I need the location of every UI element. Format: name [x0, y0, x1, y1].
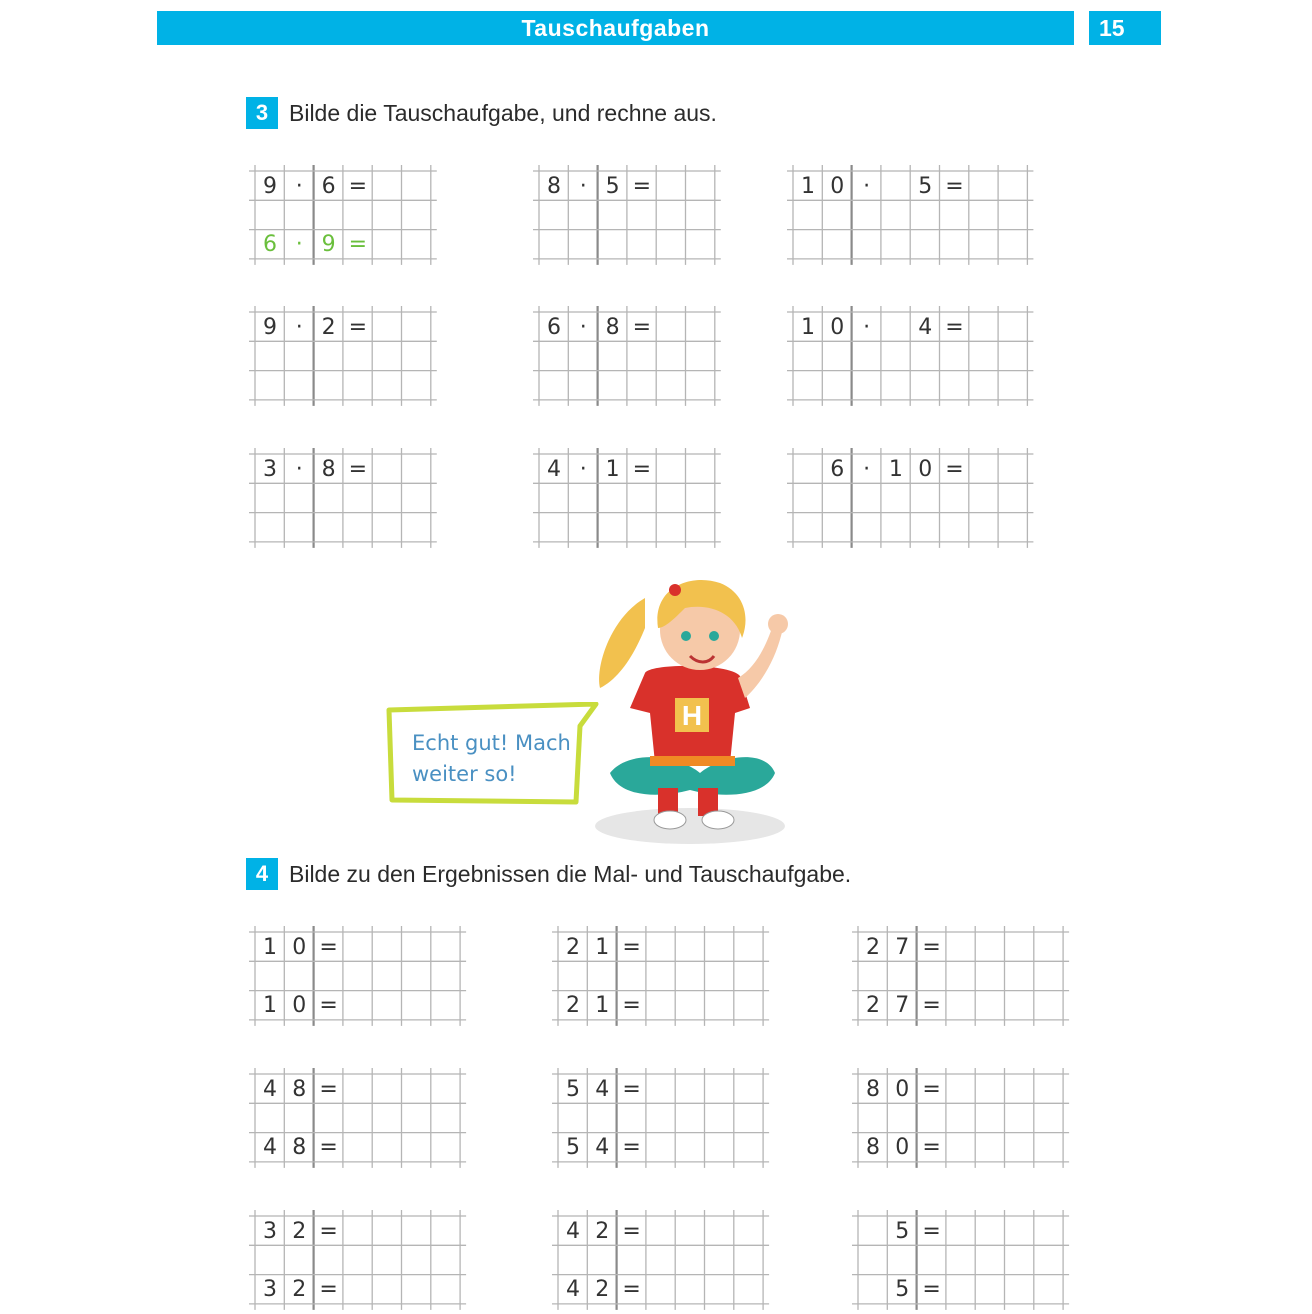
grid-cell-text: · [579, 314, 587, 340]
grid-cell-text: = [319, 1218, 338, 1244]
exercise-grid[interactable] [558, 1074, 763, 1162]
grid-cell-text: 2 [321, 314, 336, 340]
grid-cell-text: · [863, 314, 871, 340]
grid-cell-text: · [295, 232, 303, 258]
grid-cell-text: = [319, 934, 338, 960]
grid-cell-text: 9 [263, 173, 277, 199]
exercise-grid[interactable] [539, 312, 715, 400]
grid-cell-text: = [622, 993, 641, 1019]
task-number-badge: 3 [246, 97, 278, 129]
grid-cell-text: 3 [263, 1277, 277, 1303]
exercise-grid[interactable] [858, 1216, 1063, 1304]
grid-cell-text: 0 [292, 934, 307, 960]
grid-cell-text: · [295, 456, 303, 482]
grid-cell-text: 4 [595, 1076, 610, 1102]
grid-cell-text: = [922, 1135, 941, 1161]
grid-cell-text: 5 [566, 1076, 580, 1102]
grid-cell-text: 2 [595, 1277, 610, 1303]
grid-cell-text: = [632, 173, 652, 199]
grid-cell-text: · [579, 173, 587, 199]
grid-cell-text: 6 [830, 456, 845, 482]
grid-cell-text: 1 [263, 993, 277, 1019]
girl-mascot-illustration [590, 558, 790, 848]
speech-line-1: Echt gut! Mach [412, 731, 571, 755]
grid-cell-text: 9 [263, 314, 277, 340]
grid-cell-text: = [319, 1277, 338, 1303]
grid-cell-text: 1 [595, 993, 610, 1019]
grid-cell-text: · [863, 173, 871, 199]
grid-cell-text: 0 [918, 456, 933, 482]
grid-cell-text: 1 [263, 934, 277, 960]
grid-cell-text: 1 [888, 456, 903, 482]
grid-cell-text: 4 [566, 1218, 580, 1244]
grid-cell-text: 5 [918, 173, 933, 199]
speech-bubble-text [412, 728, 582, 790]
exercise-grid[interactable] [858, 1074, 1063, 1162]
grid-cell-text: 2 [566, 934, 580, 960]
grid-cell-text: = [348, 232, 368, 258]
exercise-grid[interactable] [793, 312, 1027, 400]
grid-cell-text: 0 [830, 314, 845, 340]
grid-cell-text: 8 [292, 1076, 307, 1102]
exercise-grid[interactable] [793, 171, 1027, 259]
grid-cell-text: 8 [605, 314, 620, 340]
grid-cell-text: = [622, 1076, 641, 1102]
grid-cell-text: 7 [895, 993, 910, 1019]
grid-cell-text: · [295, 314, 303, 340]
exercise-grid[interactable] [255, 312, 431, 400]
grid-cell-text: 6 [263, 232, 277, 258]
grid-cell-text: 3 [263, 1218, 277, 1244]
exercise-grid[interactable] [255, 1216, 460, 1304]
grid-cell-text: 2 [566, 993, 580, 1019]
svg-text:H: H [681, 700, 703, 731]
grid-cell-text: = [348, 314, 368, 340]
grid-cell-text: 1 [595, 934, 610, 960]
grid-cell-text: 0 [830, 173, 845, 199]
grid-cell-text: · [295, 173, 303, 199]
exercise-grid[interactable] [255, 932, 460, 1020]
exercise-grid[interactable] [793, 454, 1027, 542]
grid-cell-text: 1 [605, 456, 620, 482]
grid-cell-text: 7 [895, 934, 910, 960]
task-number-badge: 4 [246, 858, 278, 890]
grid-cell-text: 1 [801, 314, 815, 340]
grid-cell-text: 4 [918, 314, 933, 340]
grid-cell-text: 2 [866, 934, 880, 960]
grid-cell-text: 0 [895, 1135, 910, 1161]
exercise-grid[interactable] [558, 1216, 763, 1304]
grid-cell-text: · [863, 456, 871, 482]
grid-cell-text: = [922, 993, 941, 1019]
grid-cell-text: = [622, 1135, 641, 1161]
grid-cell-text: = [319, 1135, 338, 1161]
grid-cell-text: 2 [292, 1218, 307, 1244]
grid-cell-text: = [945, 314, 964, 340]
grid-cell-text: 8 [321, 456, 336, 482]
page-number: 15 [1089, 11, 1161, 45]
grid-cell-text: = [922, 1277, 941, 1303]
exercise-grid[interactable] [255, 454, 431, 542]
grid-cell-text: = [348, 456, 368, 482]
exercise-grid[interactable] [539, 171, 715, 259]
grid-cell-text: 2 [866, 993, 880, 1019]
grid-cell-text: 0 [895, 1076, 910, 1102]
grid-cell-text: = [922, 1218, 941, 1244]
grid-cell-text: 8 [547, 173, 561, 199]
grid-cell-text: = [622, 1277, 641, 1303]
exercise-grid[interactable] [558, 932, 763, 1020]
grid-cell-text: 6 [547, 314, 561, 340]
exercise-grid[interactable] [255, 1074, 460, 1162]
grid-cell-text: 1 [801, 173, 815, 199]
grid-cell-text: = [319, 993, 338, 1019]
grid-cell-text: 5 [895, 1277, 910, 1303]
grid-cell-text: = [622, 934, 641, 960]
grid-cell-text: 2 [595, 1218, 610, 1244]
grid-cell-text: = [922, 934, 941, 960]
grid-cell-text: = [632, 314, 652, 340]
grid-cell-text: = [632, 456, 652, 482]
exercise-grid[interactable] [858, 932, 1063, 1020]
exercise-grid[interactable] [255, 171, 431, 259]
grid-cell-text: = [945, 456, 964, 482]
grid-cell-text: 4 [547, 456, 561, 482]
task-instruction: Bilde die Tauschaufgabe, und rechne aus. [289, 100, 717, 126]
grid-cell-text: 3 [263, 456, 277, 482]
grid-cell-text: 5 [895, 1218, 910, 1244]
grid-cell-text: 8 [866, 1076, 880, 1102]
grid-cell-text: = [922, 1076, 941, 1102]
grid-cell-text: 8 [866, 1135, 880, 1161]
grid-cell-text: 5 [605, 173, 620, 199]
grid-cell-text: = [622, 1218, 641, 1244]
grid-cell-text: 9 [321, 232, 336, 258]
grid-cell-text: 8 [292, 1135, 307, 1161]
grid-cell-text: 4 [595, 1135, 610, 1161]
grid-cell-text: = [348, 173, 368, 199]
task-instruction: Bilde zu den Ergebnissen die Mal- und Tauschaufgabe. [289, 861, 852, 887]
grid-cell-text: 5 [566, 1135, 580, 1161]
grid-cell-text: · [579, 456, 587, 482]
grid-cell-text: 0 [292, 993, 307, 1019]
grid-cell-text: 4 [263, 1076, 277, 1102]
grid-cell-text: = [319, 1076, 338, 1102]
grid-cell-text: 4 [263, 1135, 277, 1161]
page-header-title: Tauschaufgaben [157, 11, 1074, 45]
grid-cell-text: 4 [566, 1277, 580, 1303]
speech-line-2: weiter so! [412, 762, 517, 786]
grid-cell-text: 2 [292, 1277, 307, 1303]
grid-cell-text: = [945, 173, 964, 199]
exercise-grid[interactable] [539, 454, 715, 542]
grid-cell-text: 6 [321, 173, 336, 199]
